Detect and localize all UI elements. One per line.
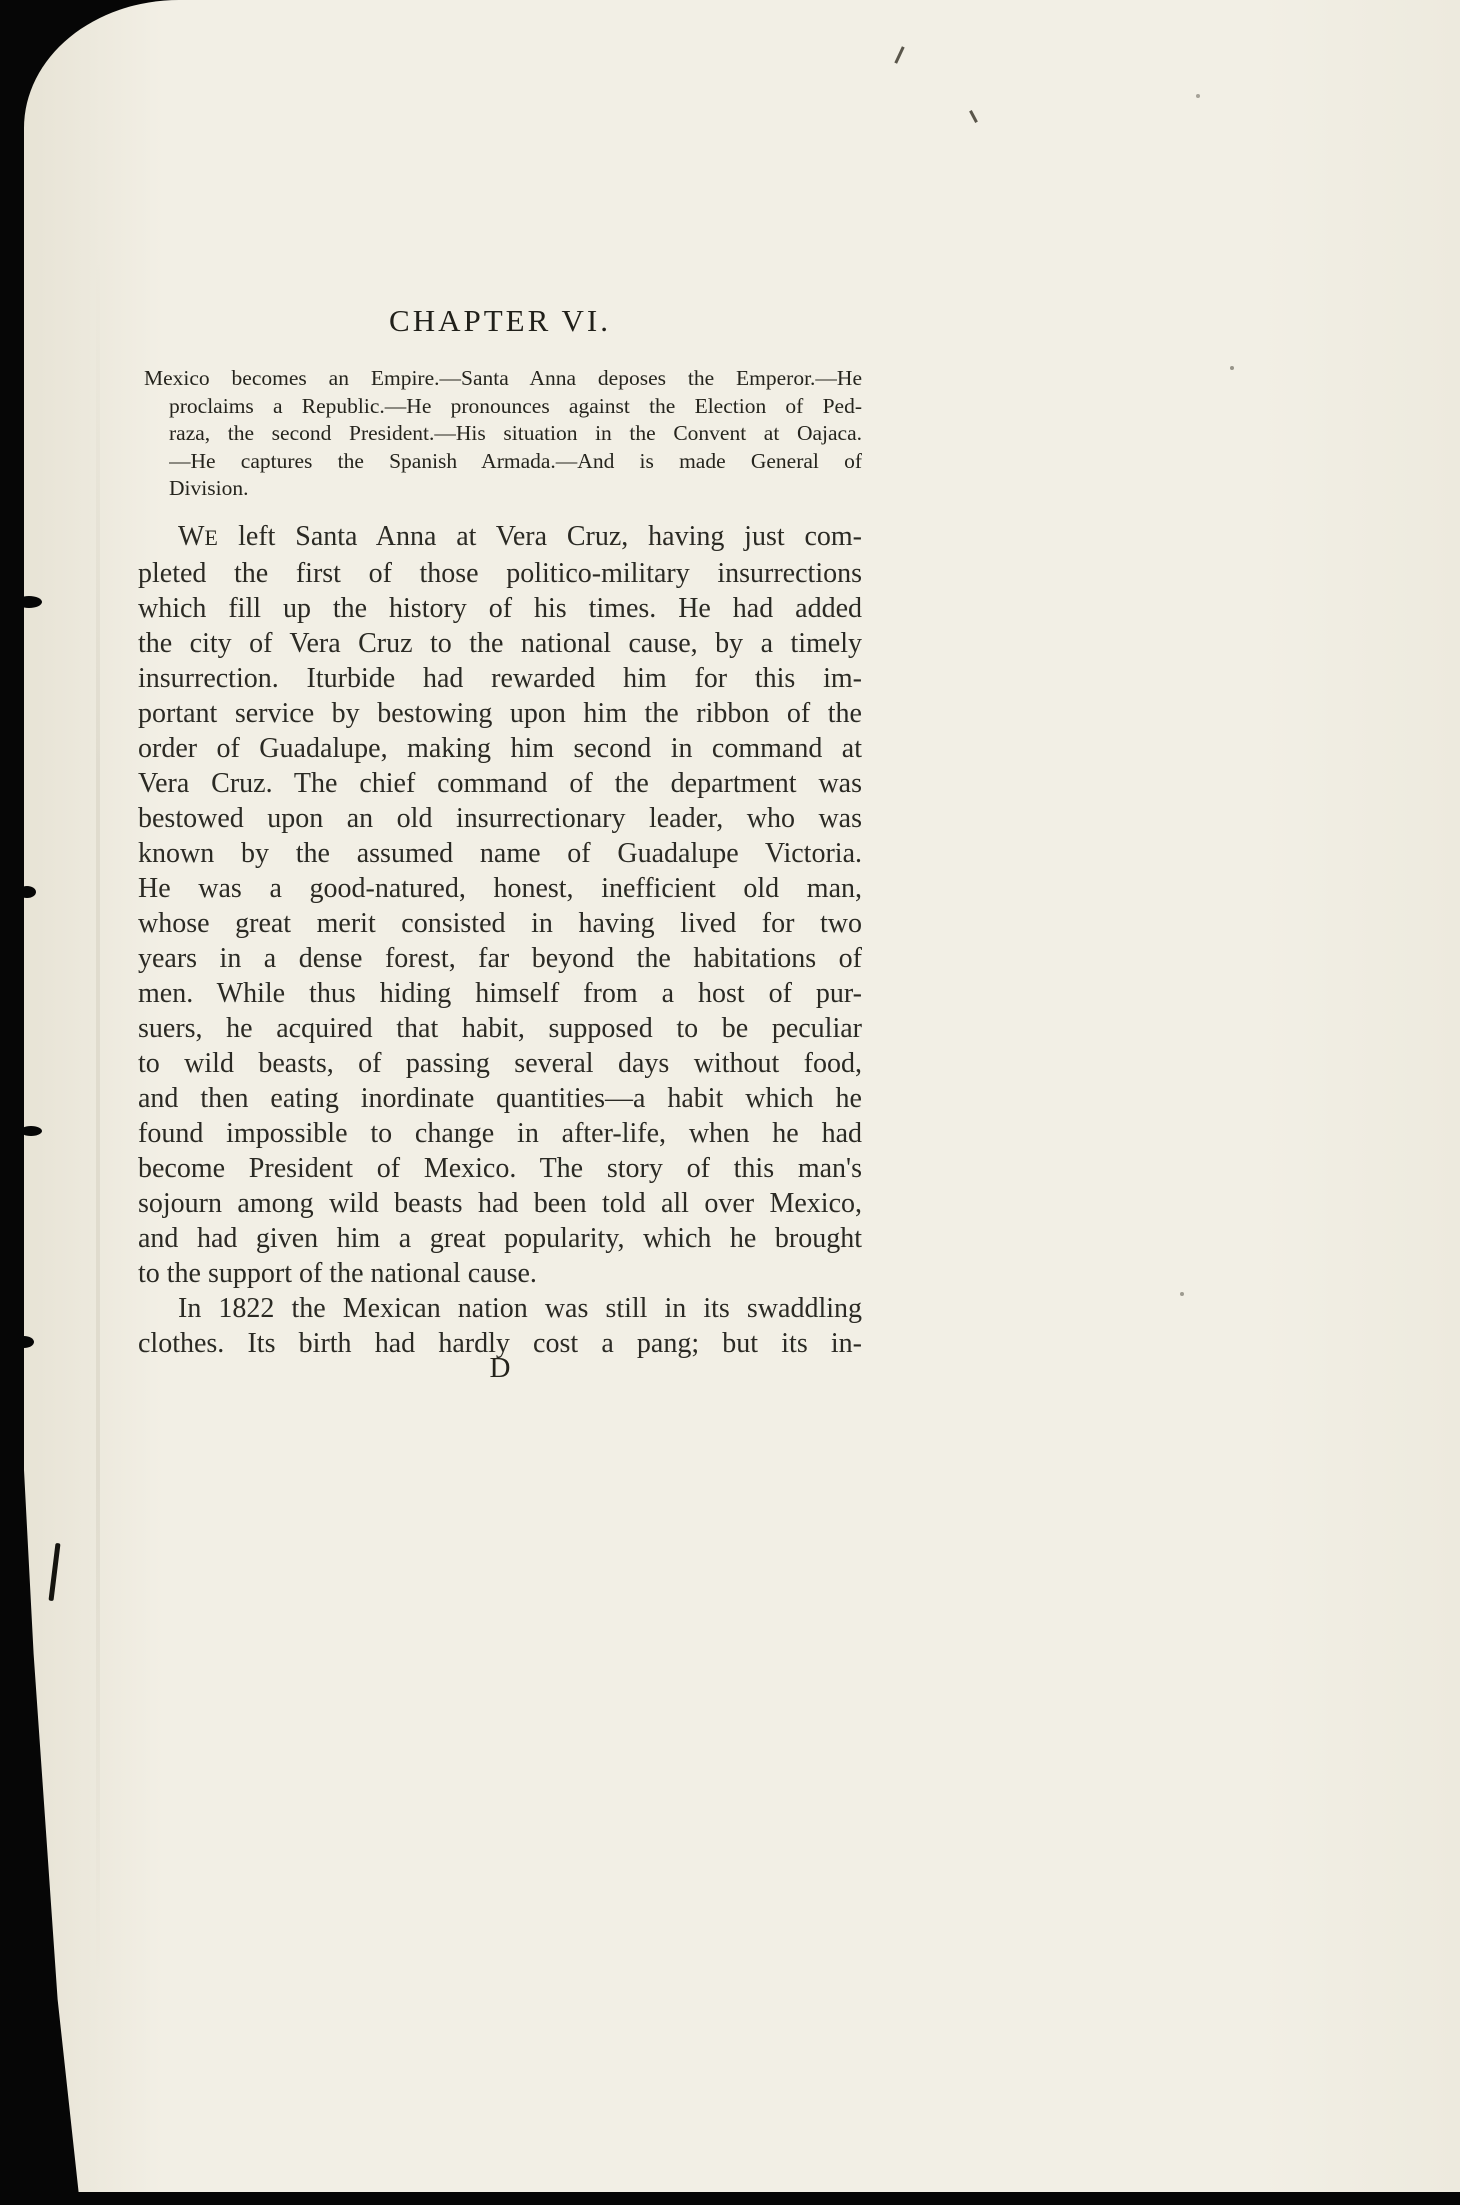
scan-edge-blob <box>18 886 36 898</box>
body-line: men. While thus hiding himself from a host of pur- <box>138 978 862 1009</box>
body-line: years in a dense forest, far beyond the habitations of <box>138 943 862 974</box>
signature-mark: D <box>489 1352 511 1384</box>
body-line: become President of Mexico. The story of this man's <box>138 1153 862 1184</box>
summary-line: Division. <box>169 476 249 500</box>
summary-line: proclaims a Republic.—He pronounces against the Election of Ped- <box>169 393 862 418</box>
summary-line: raza, the second President.—His situation in the Convent at Oajaca. <box>169 421 862 445</box>
scan-edge-blob <box>20 1126 42 1136</box>
body-line: whose great merit consisted in having lived for two <box>138 908 862 939</box>
body-line: known by the assumed name of Guadalupe Victoria. <box>138 838 862 869</box>
body-line: WE left Santa Anna at Vera Cruz, having just com- <box>178 521 862 552</box>
body-line: clothes. Its birth had hardly cost a pang; but its in- <box>138 1328 862 1359</box>
body-line: Vera Cruz. The chief command of the department was <box>138 768 862 799</box>
lead-capital: W <box>178 521 205 552</box>
body-line: portant service by bestowing upon him the ribbon of the <box>138 698 862 729</box>
body-line: which fill up the history of his times. He had added <box>138 593 862 624</box>
summary-line: Mexico becomes an Empire.—Santa Anna deposes the Emperor.—He <box>144 366 862 390</box>
body-text <box>138 519 862 1361</box>
scan-speck <box>1180 1292 1184 1296</box>
chapter-summary <box>144 365 862 503</box>
body-line: In 1822 the Mexican nation was still in its swaddling <box>178 1293 862 1324</box>
body-line: sojourn among wild beasts had been told all over Mexico, <box>138 1188 862 1219</box>
body-line: insurrection. Iturbide had rewarded him for this im- <box>138 663 862 694</box>
body-line: the city of Vera Cruz to the national cause, by a timely <box>138 628 862 659</box>
body-line: to wild beasts, of passing several days without food, <box>138 1048 862 1079</box>
scan-speck <box>1230 366 1234 370</box>
summary-line: —He captures the Spanish Armada.—And is made General of <box>169 448 862 473</box>
chapter-heading: CHAPTER VI. <box>389 303 611 338</box>
body-line: order of Guadalupe, making him second in command at <box>138 733 862 764</box>
body-line: pleted the first of those politico-military insurrections <box>138 558 862 589</box>
scan-edge-blob <box>16 596 42 608</box>
body-line: bestowed upon an old insurrectionary leader, who was <box>138 803 862 834</box>
body-line: to the support of the national cause. <box>138 1258 537 1289</box>
body-line: He was a good-natured, honest, inefficient old man, <box>138 873 862 904</box>
binding-shadow <box>96 260 100 1985</box>
scan-edge-blob <box>14 1336 34 1348</box>
lead-small-capital: E <box>204 526 219 550</box>
scan-speck <box>1196 94 1200 98</box>
body-line: and had given him a great popularity, which he brought <box>138 1223 862 1254</box>
body-line: found impossible to change in after-life, when he had <box>138 1118 862 1149</box>
body-line: and then eating inordinate quantities—a habit which he <box>138 1083 862 1114</box>
body-line: suers, he acquired that habit, supposed to be peculiar <box>138 1013 862 1044</box>
